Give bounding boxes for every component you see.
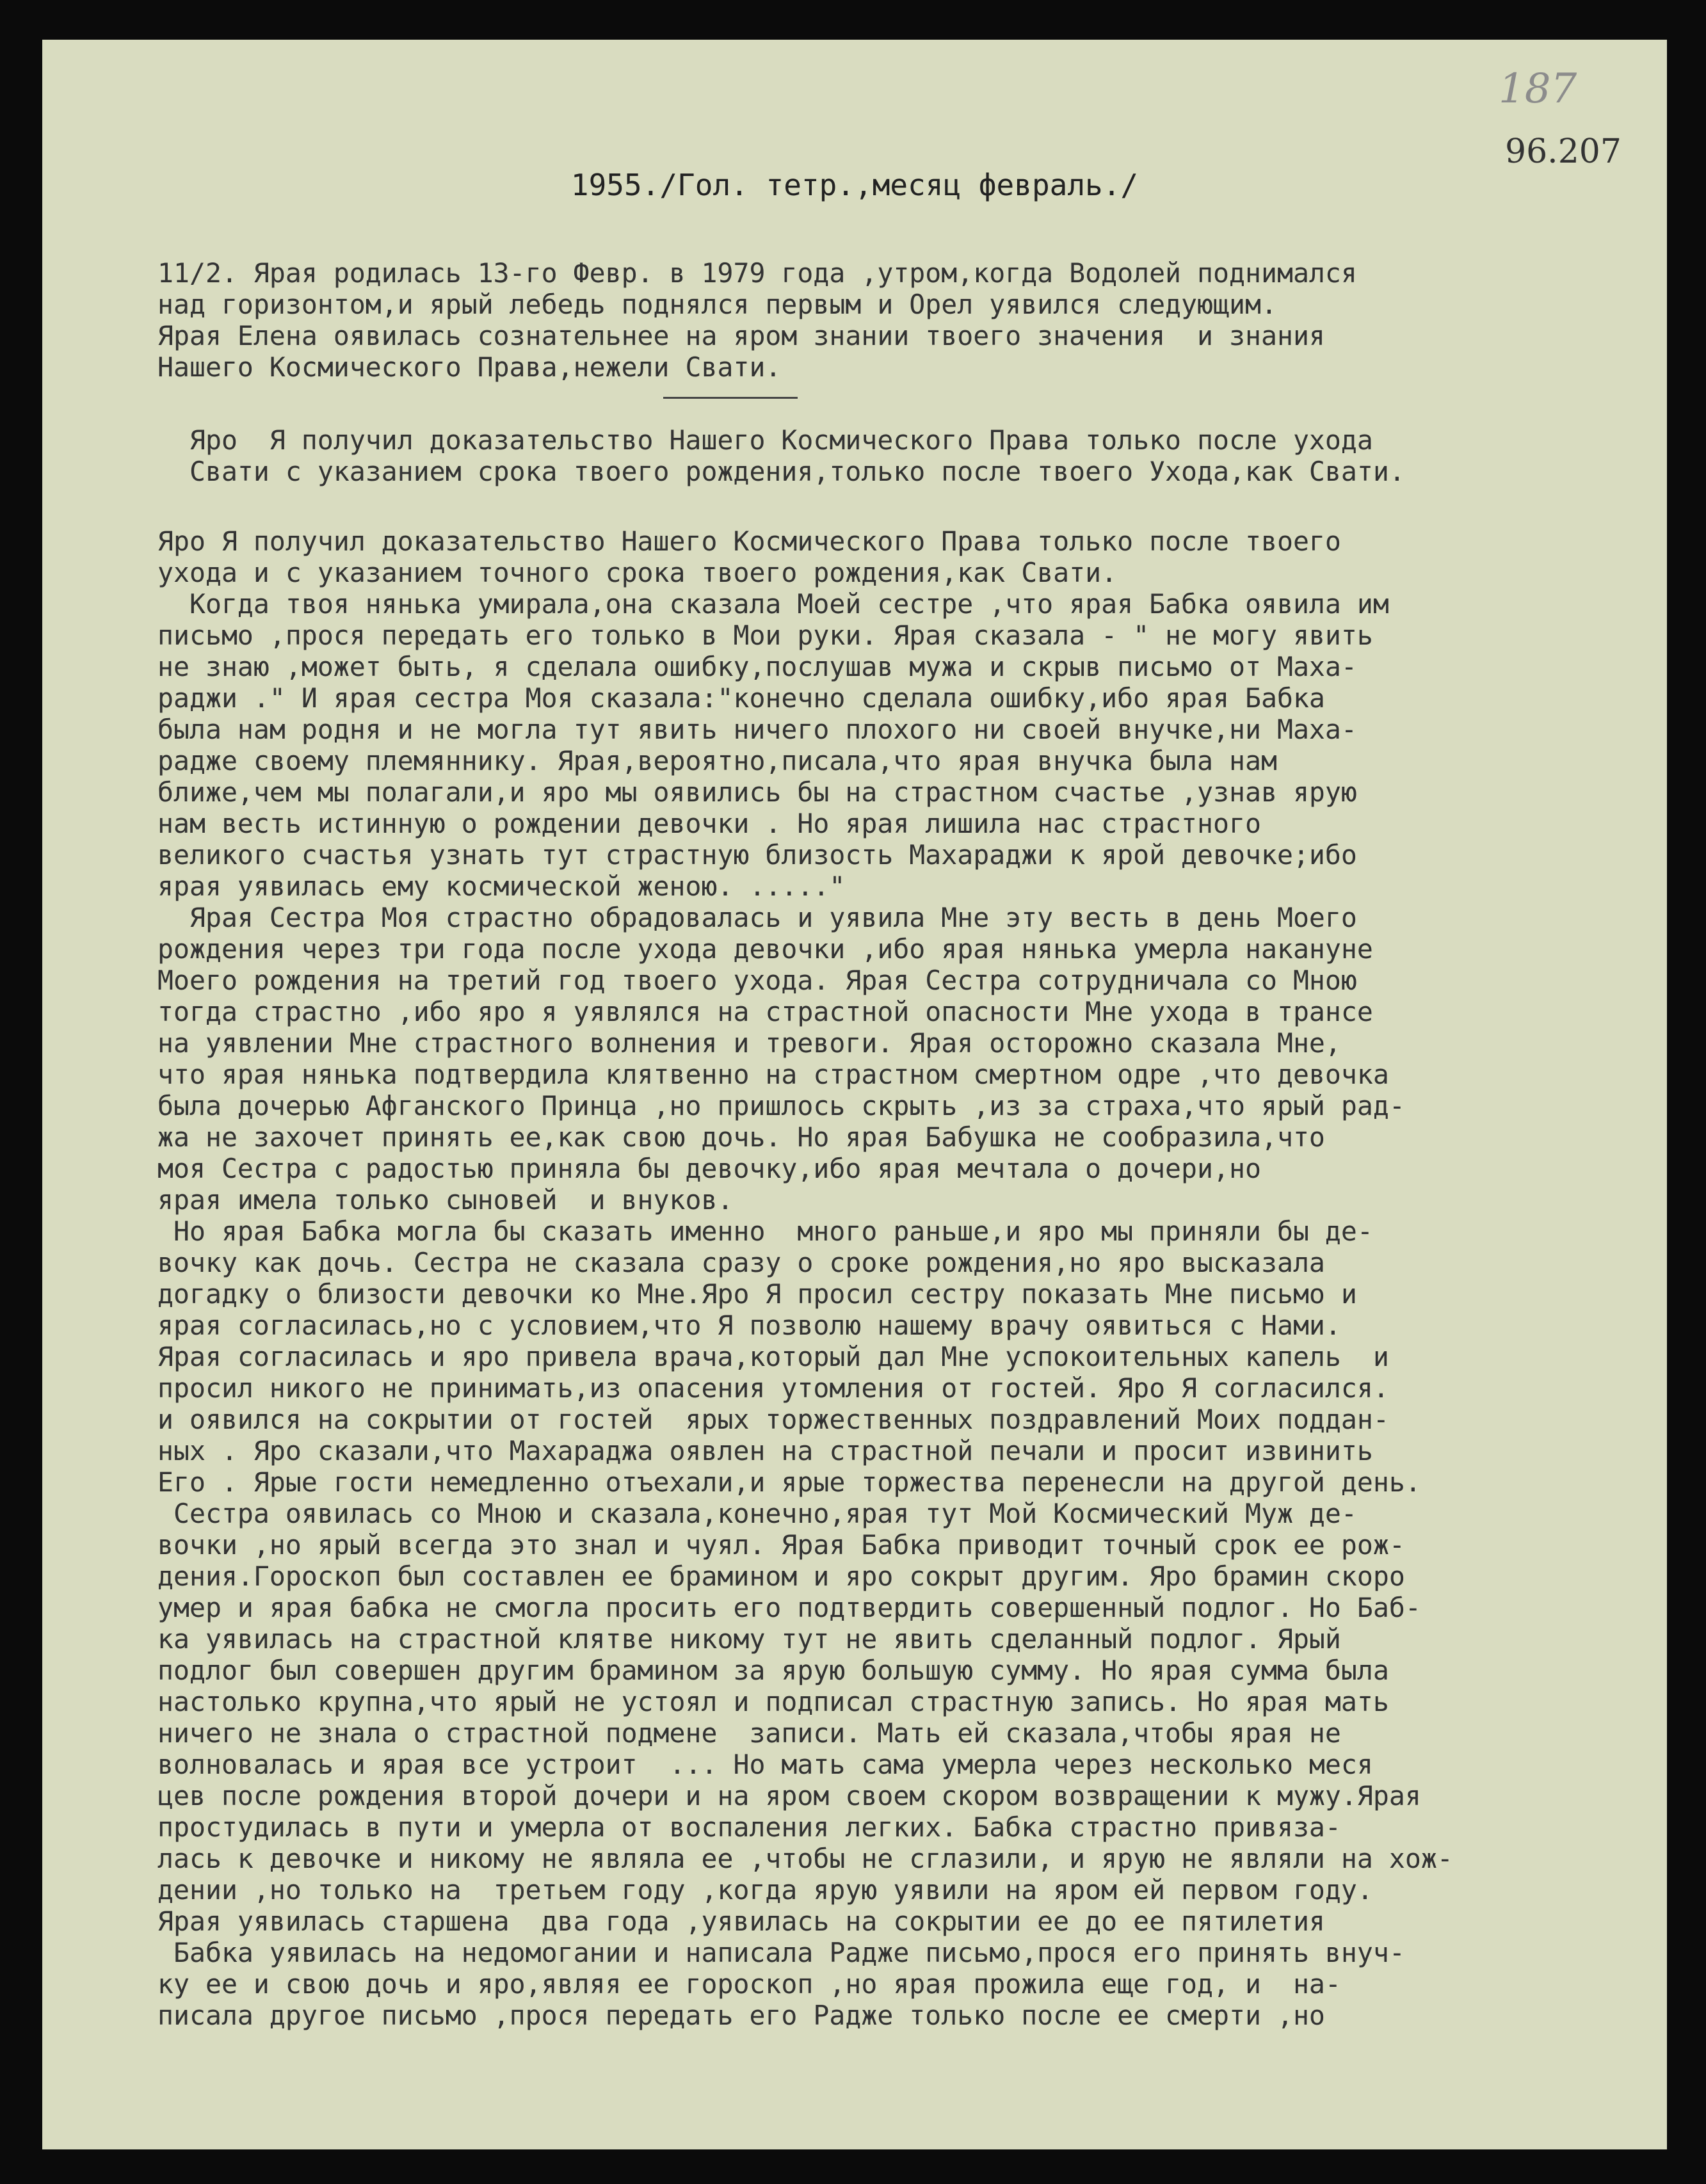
- text-line: ничего не знала о страстной подмене записи. Мать ей сказала,чтобы ярая не: [157, 1717, 1341, 1749]
- text-line: Яро Я получил доказательство Нашего Космического Права только после ухода: [157, 424, 1373, 456]
- paragraph-2: [157, 424, 1598, 487]
- text-line: умер и ярая бабка не смогла просить его подтвердить совершенный подлог. Но Баб-: [157, 1592, 1421, 1623]
- text-line: раджи ." И ярая сестра Моя сказала:"конечно сделала ошибку,ибо ярая Бабка: [157, 682, 1325, 714]
- text-line: Ярая Елена оявилась сознательнее на яром знании твоего значения и знания: [157, 320, 1325, 351]
- text-line: цев после рождения второй дочери и на яром своем скором возвращении к мужу.Ярая: [157, 1780, 1421, 1811]
- paragraph-6: [157, 1498, 1598, 2031]
- handwritten-folio-number: 187: [1499, 65, 1577, 113]
- text-line: Сестра оявилась со Мною и сказала,конечно,ярая тут Мой Космический Муж де-: [157, 1498, 1357, 1529]
- text-line: на уявлении Мне страстного волнения и тревоги. Ярая осторожно сказала Мне,: [157, 1027, 1341, 1059]
- document-body: [157, 257, 1598, 2031]
- text-line: что ярая нянька подтвердила клятвенно на страстном смертном одре ,что девочка: [157, 1059, 1389, 1090]
- section-divider: [663, 397, 798, 399]
- text-line: ухода и с указанием точного срока твоего рождения,как Свати.: [157, 557, 1118, 588]
- text-line: Ярая согласилась и яро привела врача,который дал Мне успокоительных капель и: [157, 1341, 1389, 1372]
- paragraph-1: [157, 257, 1598, 383]
- text-line: рождения через три года после ухода девочки ,ибо ярая нянька умерла накануне: [157, 933, 1373, 965]
- text-line: вочки ,но ярый всегда это знал и чуял. Ярая Бабка приводит точный срок ее рож-: [157, 1529, 1405, 1561]
- text-line: над горизонтом,и ярый лебедь поднялся первым и Орел уявился следующим.: [157, 289, 1277, 320]
- text-line: догадку о близости девочки ко Мне.Яро Я просил сестру показать Мне письмо и: [157, 1278, 1357, 1310]
- text-line: дения.Гороскоп был составлен ее брамином и яро сокрыт другим. Яро брамин скоро: [157, 1561, 1405, 1592]
- text-line: и оявился на сокрытии от гостей ярых торжественных поздравлений Моих поддан-: [157, 1404, 1389, 1435]
- text-line: Яро Я получил доказательство Нашего Космического Права только после твоего: [157, 526, 1341, 557]
- paragraph-3: [157, 526, 1598, 902]
- text-line: Нашего Космического Права,нежели Свати.: [157, 351, 782, 383]
- text-line: ярая согласилась,но с условием,что Я позволю нашему врачу оявиться с Нами.: [157, 1310, 1341, 1341]
- paragraph-5: [157, 1216, 1598, 1498]
- text-line: была дочерью Афганского Принца ,но пришлось скрыть ,из за страха,что ярый рад-: [157, 1090, 1405, 1121]
- text-line: Ярая Сестра Моя страстно обрадовалась и уявила Мне эту весть в день Моего: [157, 902, 1357, 933]
- text-line: лась к девочке и никому не являла ее ,чтобы не сглазили, и ярую не являли на хож-: [157, 1843, 1453, 1874]
- text-line: волновалась и ярая все устроит ... Но мать сама умерла через несколько меся: [157, 1749, 1373, 1780]
- page-header: 1955./Гол. тетр.,месяц февраль./: [570, 168, 1139, 202]
- text-line: тогда страстно ,ибо яро я уявлялся на страстной опасности Мне ухода в трансе: [157, 996, 1373, 1027]
- text-line: великого счастья узнать тут страстную близость Махараджи к ярой девочке;ибо: [157, 839, 1357, 871]
- text-line: просил никого не принимать,из опасения утомления от гостей. Яро Я согласился.: [157, 1372, 1389, 1404]
- text-line: Его . Ярые гости немедленно отъехали,и ярые торжества перенесли на другой день.: [157, 1466, 1421, 1498]
- text-line: не знаю ,может быть, я сделала ошибку,послушав мужа и скрыв письмо от Маха-: [157, 651, 1357, 682]
- text-line: моя Сестра с радостью приняла бы девочку,ибо ярая мечтала о дочери,но: [157, 1153, 1261, 1184]
- text-line: вочку как дочь. Сестра не сказала сразу о сроке рождения,но яро высказала: [157, 1247, 1325, 1278]
- text-line: дении ,но только на третьем году ,когда ярую уявили на яром ей первом году.: [157, 1874, 1373, 1906]
- text-line: нам весть истинную о рождении девочки . Но ярая лишила нас страстного: [157, 808, 1261, 839]
- paragraph-4: [157, 902, 1598, 1216]
- text-line: простудилась в пути и умерла от воспаления легких. Бабка страстно привяза-: [157, 1811, 1341, 1843]
- text-line: Ярая уявилась старшена два года ,уявилась на сокрытии ее до ее пятилетия: [157, 1906, 1325, 1937]
- page-number: 96.207: [1505, 132, 1622, 171]
- text-line: подлог был совершен другим брамином за ярую большую сумму. Но ярая сумма была: [157, 1655, 1389, 1686]
- text-line: Свати с указанием срока твоего рождения,только после твоего Ухода,как Свати.: [157, 456, 1405, 487]
- text-line: Бабка уявилась на недомогании и написала Радже письмо,прося его принять внуч-: [157, 1937, 1405, 1968]
- text-line: писала другое письмо ,прося передать его Радже только после ее смерти ,но: [157, 2000, 1325, 2031]
- document-page: [42, 40, 1667, 2149]
- text-line: ных . Яро сказали,что Махараджа оявлен на страстной печали и просит извинить: [157, 1435, 1373, 1466]
- text-line: ближе,чем мы полагали,и яро мы оявились бы на страстном счастье ,узнав ярую: [157, 776, 1357, 808]
- text-line: 11/2. Ярая родилась 13-го Февр. в 1979 года ,утром,когда Водолей поднимался: [157, 257, 1357, 289]
- text-line: ярая уявилась ему космической женою. .....": [157, 871, 846, 902]
- text-line: Моего рождения на третий год твоего ухода. Ярая Сестра сотрудничала со Мною: [157, 965, 1357, 996]
- text-line: радже своему племяннику. Ярая,вероятно,писала,что ярая внучка была нам: [157, 745, 1277, 776]
- text-line: жа не захочет принять ее,как свою дочь. Но ярая Бабушка не сообразила,что: [157, 1121, 1325, 1153]
- text-line: Но ярая Бабка могла бы сказать именно много раньше,и яро мы приняли бы де-: [157, 1216, 1373, 1247]
- text-line: Когда твоя нянька умирала,она сказала Моей сестре ,что ярая Бабка оявила им: [157, 588, 1389, 620]
- text-line: была нам родня и не могла тут явить ничего плохого ни своей внучке,ни Маха-: [157, 714, 1357, 745]
- text-line: настолько крупна,что ярый не устоял и подписал страстную запись. Но ярая мать: [157, 1686, 1389, 1717]
- text-line: ярая имела только сыновей и внуков.: [157, 1184, 734, 1216]
- text-line: ка уявилась на страстной клятве никому тут не явить сделанный подлог. Ярый: [157, 1623, 1341, 1655]
- text-line: письмо ,прося передать его только в Мои руки. Ярая сказала - " не могу явить: [157, 620, 1373, 651]
- text-line: ку ее и свою дочь и яро,являя ее гороскоп ,но ярая прожила еще год, и на-: [157, 1968, 1341, 2000]
